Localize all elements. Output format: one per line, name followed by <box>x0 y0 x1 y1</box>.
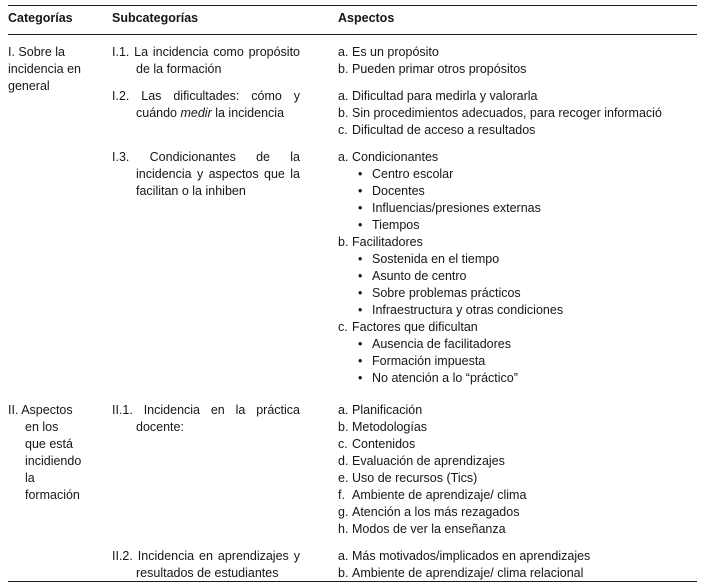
table-row <box>112 44 702 78</box>
aspect-text: Sobre problemas prácticos <box>372 286 521 300</box>
aspect-marker: b. <box>338 235 349 249</box>
aspect-marker: h. <box>338 522 349 536</box>
aspect-marker: g. <box>338 505 349 519</box>
aspect-bullet-item <box>338 268 702 285</box>
aspect-item <box>338 453 702 470</box>
category-marker: I. <box>8 45 15 59</box>
aspect-item <box>338 149 702 166</box>
category-marker: II. <box>8 403 19 417</box>
aspect-marker: b. <box>338 62 349 76</box>
aspect-item <box>338 419 702 436</box>
aspect-marker: a. <box>338 549 349 563</box>
aspect-marker: d. <box>338 454 349 468</box>
aspect-text: Evaluación de aprendizajes <box>352 454 505 468</box>
aspect-item <box>338 319 702 336</box>
aspect-item <box>338 436 702 453</box>
aspect-item <box>338 470 702 487</box>
bullet-icon: • <box>358 218 363 232</box>
category-label: Sobre la incidencia en general <box>8 45 81 93</box>
subcategory-cell <box>112 44 338 78</box>
aspect-text: Tiempos <box>372 218 420 232</box>
aspect-bullet-item <box>338 285 702 302</box>
aspect-text: Ausencia de facilitadores <box>372 337 511 351</box>
aspect-text: Infraestructura y otras condiciones <box>372 303 564 317</box>
category-text <box>8 44 104 95</box>
aspect-marker: b. <box>338 420 349 434</box>
aspect-bullet-item <box>338 336 702 353</box>
aspect-text: Es un propósito <box>352 45 439 59</box>
aspect-item <box>338 105 702 122</box>
aspects-cell <box>338 44 702 78</box>
aspect-item <box>338 487 702 504</box>
subcategory-cell <box>112 402 338 538</box>
aspect-text: Dificultad para medirla y valorarla <box>352 89 538 103</box>
bullet-icon: • <box>358 167 363 181</box>
aspect-marker: b. <box>338 106 349 120</box>
aspect-text: Factores que dificultan <box>352 320 478 334</box>
aspect-text: No atención a lo “práctico” <box>372 371 518 385</box>
table-row <box>112 402 702 538</box>
table-group <box>8 402 702 582</box>
aspect-item <box>338 548 702 565</box>
aspect-text: Influencias/presiones externas <box>372 201 541 215</box>
aspect-bullet-item <box>338 302 702 319</box>
table-row <box>112 88 702 139</box>
table-group <box>8 44 702 387</box>
aspect-text: Modos de ver la enseñanza <box>352 522 506 536</box>
subcategory-cell <box>112 149 338 387</box>
subcategory-cell <box>112 88 338 139</box>
bullet-icon: • <box>358 371 363 385</box>
category-label: Aspectos en los que está incidiendo la formación <box>18 403 82 502</box>
aspect-marker: c. <box>338 437 348 451</box>
aspect-item <box>338 122 702 139</box>
aspect-marker: e. <box>338 471 349 485</box>
category-text <box>8 402 82 504</box>
aspect-text: Facilitadores <box>352 235 423 249</box>
aspect-text: Atención a los más rezagados <box>352 505 520 519</box>
category-cell <box>8 44 112 387</box>
header-aspectos: Aspectos <box>338 11 395 25</box>
aspect-bullet-item <box>338 217 702 234</box>
table-row <box>112 149 702 387</box>
subcategory-text: la incidencia <box>211 106 285 120</box>
aspect-text: Metodologías <box>352 420 428 434</box>
aspect-text: Dificultad de acceso a resultados <box>352 123 536 137</box>
header-categorias: Categorías <box>8 11 73 25</box>
table-row <box>112 548 702 582</box>
aspect-item <box>338 61 702 78</box>
aspect-text: Formación impuesta <box>372 354 486 368</box>
table-header-rule <box>8 34 697 35</box>
bullet-icon: • <box>358 269 363 283</box>
table-body <box>8 44 702 582</box>
aspect-text: Sin procedimientos adecuados, para recoger informació <box>352 106 662 120</box>
aspect-text: Condicionantes <box>352 150 439 164</box>
aspect-bullet-item <box>338 370 702 387</box>
bullet-icon: • <box>358 303 363 317</box>
aspects-cell <box>338 149 702 387</box>
aspect-text: Ambiente de aprendizaje/ clima <box>352 488 527 502</box>
aspect-item <box>338 402 702 419</box>
header-subcategorias: Subcategorías <box>112 11 199 25</box>
aspect-text: Pueden primar otros propósitos <box>352 62 527 76</box>
category-cell <box>8 402 112 582</box>
subcategory-text: I.2. Las dificultades: cómo y cuándo <box>112 89 300 120</box>
aspect-marker: f. <box>338 488 345 502</box>
aspect-text: Ambiente de aprendizaje/ clima relacional <box>352 566 584 580</box>
bullet-icon: • <box>358 337 363 351</box>
aspects-cell <box>338 548 702 582</box>
aspect-bullet-item <box>338 251 702 268</box>
subcategory-rows <box>112 44 702 387</box>
subcategory-text: medir <box>180 106 212 120</box>
aspect-marker: c. <box>338 123 348 137</box>
table-bottom-rule <box>8 581 697 582</box>
aspect-text: Asunto de centro <box>372 269 467 283</box>
bullet-icon: • <box>358 252 363 266</box>
aspects-cell <box>338 88 702 139</box>
aspect-text: Centro escolar <box>372 167 454 181</box>
aspect-bullet-item <box>338 353 702 370</box>
aspect-item <box>338 88 702 105</box>
aspect-marker: a. <box>338 45 349 59</box>
aspect-marker: a. <box>338 150 349 164</box>
aspect-marker: c. <box>338 320 348 334</box>
aspect-item <box>338 565 702 582</box>
aspect-text: Contenidos <box>352 437 416 451</box>
subcategory-text: I.1. La incidencia como propósito de la formación <box>112 45 300 76</box>
aspect-text: Planificación <box>352 403 423 417</box>
subcategory-text: II.2. Incidencia en aprendizajes y resultados de estudiantes <box>112 549 300 580</box>
aspect-item <box>338 44 702 61</box>
bullet-icon: • <box>358 354 363 368</box>
bullet-icon: • <box>358 184 363 198</box>
aspect-bullet-item <box>338 166 702 183</box>
aspect-text: Más motivados/implicados en aprendizajes <box>352 549 591 563</box>
subcategory-rows <box>112 402 702 582</box>
aspect-item <box>338 521 702 538</box>
aspect-text: Docentes <box>372 184 425 198</box>
aspect-bullet-item <box>338 200 702 217</box>
aspect-text: Uso de recursos (Tics) <box>352 471 478 485</box>
subcategory-cell <box>112 548 338 582</box>
subcategory-text: I.3. Condicionantes de la incidencia y aspectos que la facilitan o la inhiben <box>112 150 300 198</box>
aspects-cell <box>338 402 702 538</box>
bullet-icon: • <box>358 201 363 215</box>
bullet-icon: • <box>358 286 363 300</box>
aspect-marker: a. <box>338 403 349 417</box>
aspect-bullet-item <box>338 183 702 200</box>
table-header-row <box>8 6 702 34</box>
aspect-marker: a. <box>338 89 349 103</box>
aspect-item <box>338 504 702 521</box>
aspect-marker: b. <box>338 566 349 580</box>
aspect-item <box>338 234 702 251</box>
aspect-text: Sostenida en el tiempo <box>372 252 500 266</box>
subcategory-text: II.1. Incidencia en la práctica docente: <box>112 403 300 434</box>
